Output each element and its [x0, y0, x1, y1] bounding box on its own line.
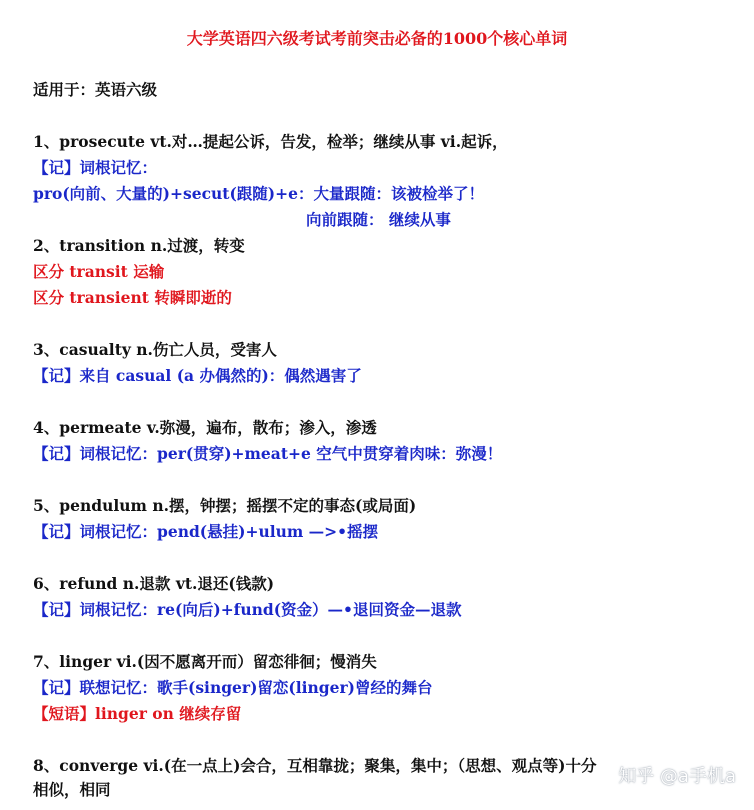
entry-5-memo: 【记】词根记忆：pend(悬挂)+ulum —>•摇摆 — [33, 522, 379, 541]
zhihu-watermark: 知乎 @a手机a — [618, 766, 736, 787]
entry-1-word: 1、prosecute vt.对…提起公诉，告发，检举；继续从事 vi.起诉， — [33, 132, 508, 151]
entry-2-word: 2、transition n.过渡，转变 — [33, 236, 245, 255]
entry-2-note-2: 区分 transient 转瞬即逝的 — [33, 288, 232, 307]
applies-to: 适用于：英语六级 — [33, 80, 158, 99]
entry-5-word: 5、pendulum n.摆，钟摆；摇摆不定的事态(或局面) — [33, 496, 417, 515]
entry-8-word-cont: 相似，相同 — [33, 780, 111, 799]
entry-3-memo: 【记】来自 casual (a 办偶然的)：偶然遇害了 — [33, 366, 362, 385]
entry-4-word: 4、permeate v.弥漫，遍布，散布；渗入，渗透 — [33, 418, 377, 437]
entry-1-memo-label: 【记】词根记忆： — [33, 158, 158, 177]
entry-7-memo: 【记】联想记忆：歌手(singer)留恋(linger)曾经的舞台 — [33, 678, 433, 697]
entry-6-memo: 【记】词根记忆：re(向后)+fund(资金）—•退回资金—退款 — [33, 600, 462, 619]
entry-1-memo-1: pro(向前、大量的)+secut(跟随)+e：大量跟随：该被检举了！ — [33, 184, 484, 203]
entry-7-word: 7、linger vi.(因不愿离开而）留恋徘徊；慢消失 — [33, 652, 377, 671]
entry-1-memo-2: 向前跟随： 继续从事 — [306, 210, 451, 229]
entry-3-word: 3、casualty n.伤亡人员，受害人 — [33, 340, 277, 359]
entry-4-memo: 【记】词根记忆：per(贯穿)+meat+e 空气中贯穿着肉味：弥漫！ — [33, 444, 503, 463]
document-title: 大学英语四六级考试考前突击必备的1000个核心单词 — [186, 29, 568, 48]
entry-6-word: 6、refund n.退款 vt.退还(钱款) — [33, 574, 275, 593]
entry-2-note-1: 区分 transit 运输 — [33, 262, 165, 281]
entry-8-word: 8、converge vi.(在一点上)会合，互相靠拢；聚集，集中；（思想、观点等)十分 — [33, 756, 597, 775]
entry-7-phrase: 【短语】linger on 继续存留 — [33, 704, 242, 723]
